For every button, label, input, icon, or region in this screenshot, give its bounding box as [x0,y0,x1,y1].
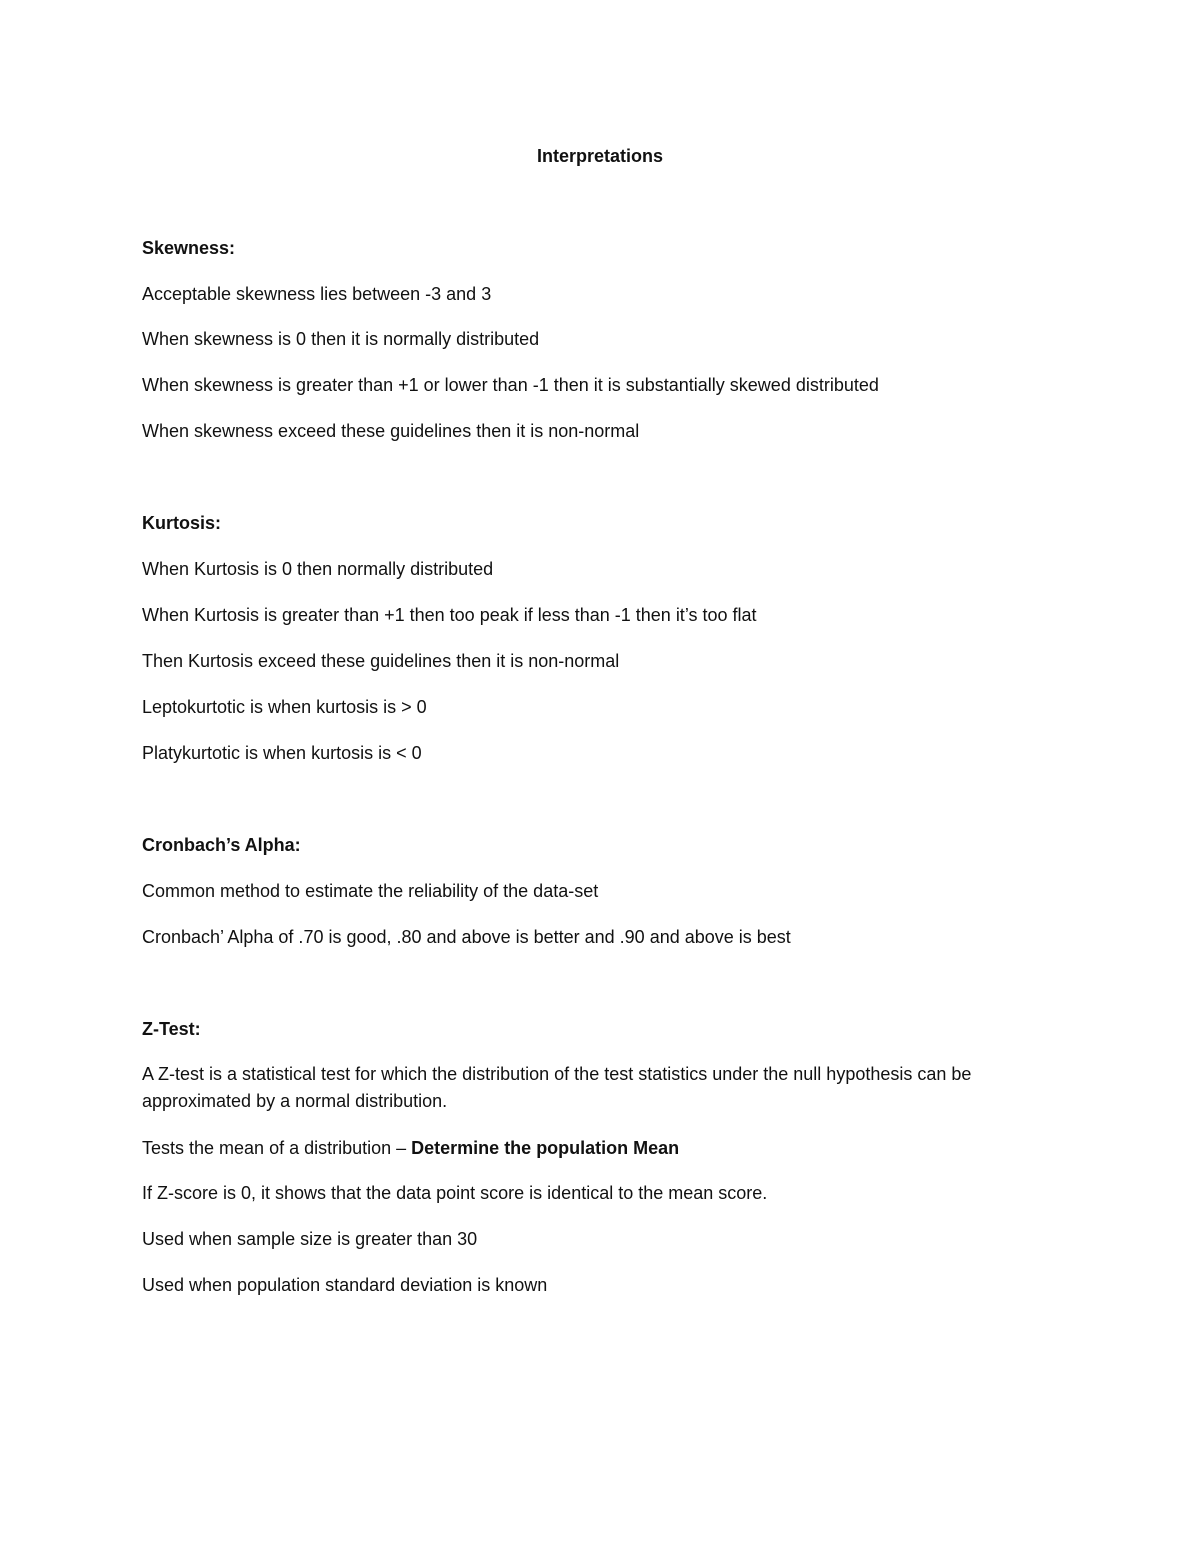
ztest-line-3: Used when population standard deviation is known [142,1275,548,1295]
cronbach-line-1: Common method to estimate the reliability of the data-set [142,881,599,901]
kurtosis-line-5: Platykurtotic is when kurtosis is < 0 [142,743,422,763]
ztest-definition: A Z-test is a statistical test for which the distribution of the test statistics under the null hypothesis can be approximated by a normal distribution. [142,1064,972,1111]
kurtosis-line-3: Then Kurtosis exceed these guidelines then it is non-normal [142,651,620,671]
skewness-line-1: Acceptable skewness lies between -3 and 3 [142,284,492,304]
kurtosis-line-1: When Kurtosis is 0 then normally distributed [142,559,494,579]
skewness-heading: Skewness: [142,238,236,258]
ztest-mean-line [142,1136,679,1160]
skewness-line-2: When skewness is 0 then it is normally distributed [142,329,540,349]
kurtosis-line-2: When Kurtosis is greater than +1 then too peak if less than -1 then it’s too flat [142,605,757,625]
cronbach-line-2: Cronbach’ Alpha of .70 is good, .80 and above is better and .90 and above is best [142,927,791,947]
skewness-line-3: When skewness is greater than +1 or lower than -1 then it is substantially skewed distributed [142,375,879,395]
ztest-mean-bold: Determine the population Mean [411,1138,680,1158]
kurtosis-heading: Kurtosis: [142,513,222,533]
skewness-line-4: When skewness exceed these guidelines then it is non-normal [142,421,640,441]
ztest-line-2: Used when sample size is greater than 30 [142,1229,478,1249]
document-title: Interpretations [536,146,664,166]
ztest-mean-prefix: Tests the mean of a distribution – [142,1138,412,1158]
ztest-heading: Z-Test: [142,1019,201,1039]
kurtosis-line-4: Leptokurtotic is when kurtosis is > 0 [142,697,427,717]
cronbach-heading: Cronbach’s Alpha: [142,835,301,855]
ztest-line-1: If Z-score is 0, it shows that the data point score is identical to the mean score. [142,1183,768,1203]
